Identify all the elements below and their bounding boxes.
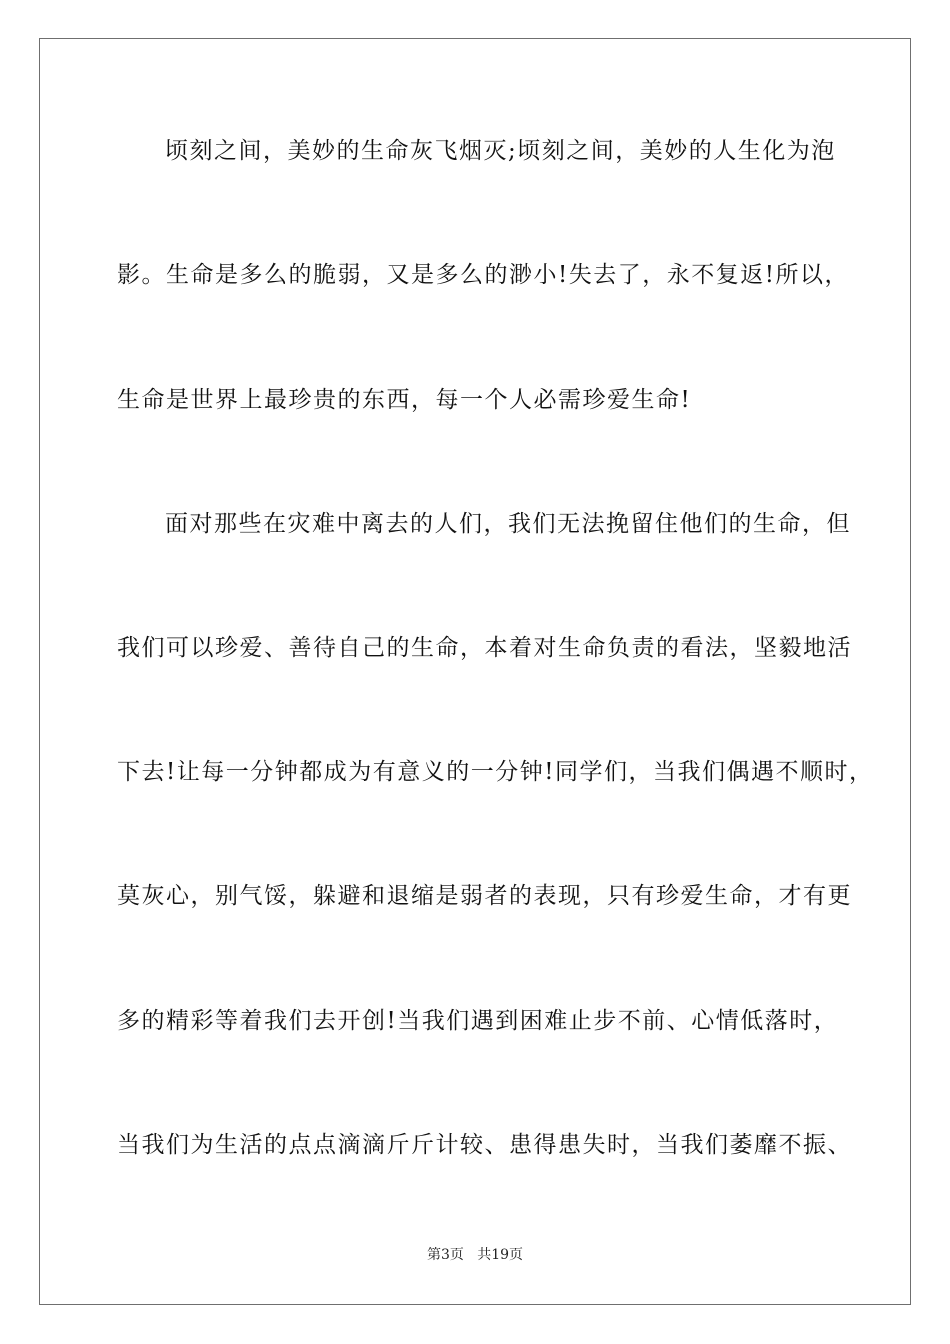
paragraph-2-line-6: 当我们为生活的点点滴滴斤斤计较、患得患失时，当我们萎靡不振、 (117, 1132, 852, 1158)
page-number-footer: 第3页 共19页 (426, 1247, 524, 1263)
paragraph-2-line-5: 多的精彩等着我们去开创!当我们遇到困难止步不前、心情低落时， (117, 1008, 839, 1034)
paragraph-2-line-4: 莫灰心，别气馁，躲避和退缩是弱者的表现，只有珍爱生命，才有更 (117, 883, 852, 909)
paragraph-1-line-3: 生命是世界上最珍贵的东西，每一个人必需珍爱生命! (117, 387, 692, 413)
paragraph-1-line-1: 顷刻之间，美妙的生命灰飞烟灭;顷刻之间，美妙的人生化为泡 (165, 138, 836, 164)
page-border (39, 38, 911, 1305)
paragraph-1-line-2: 影。生命是多么的脆弱，又是多么的渺小!失去了，永不复返!所以， (117, 262, 849, 288)
paragraph-2-line-3: 下去!让每一分钟都成为有意义的一分钟!同学们，当我们偶遇不顺时， (117, 759, 874, 785)
paragraph-2-line-2: 我们可以珍爱、善待自己的生命，本着对生命负责的看法，坚毅地活 (117, 635, 852, 661)
paragraph-2-line-1: 面对那些在灾难中离去的人们，我们无法挽留住他们的生命，但 (165, 511, 851, 537)
